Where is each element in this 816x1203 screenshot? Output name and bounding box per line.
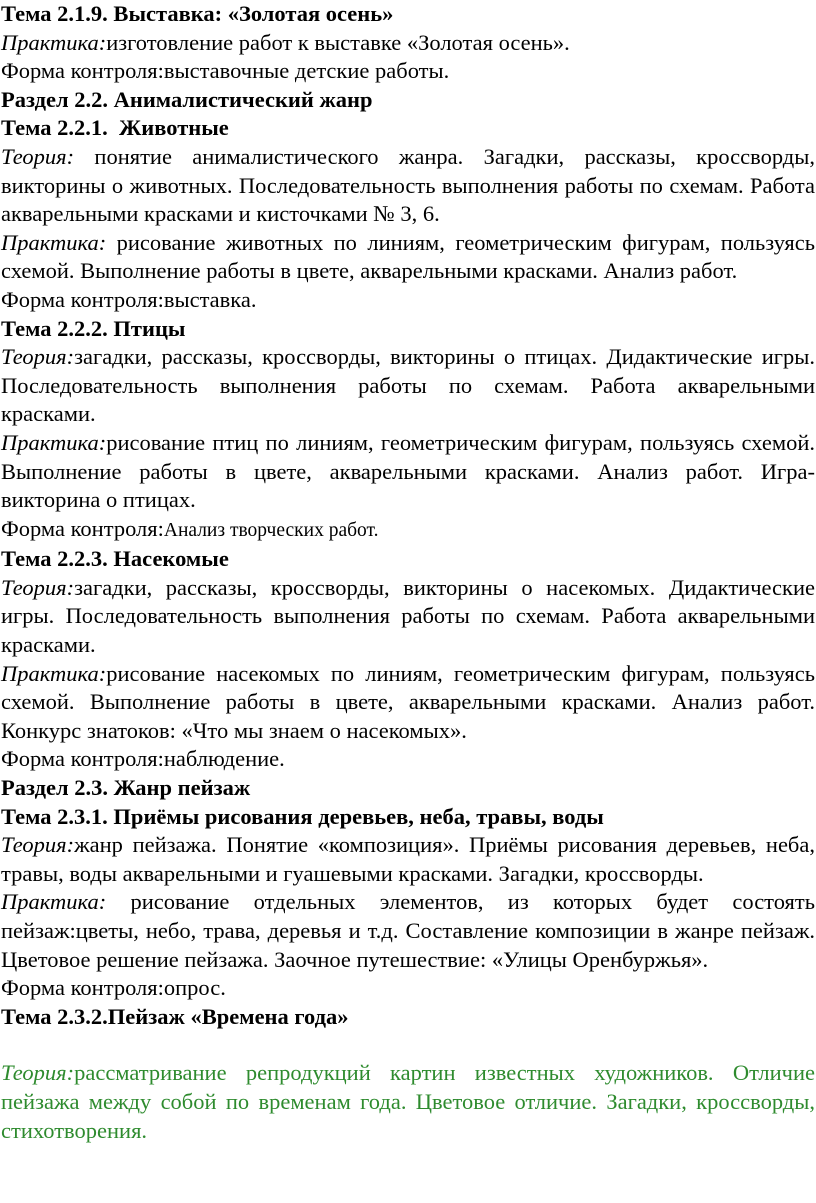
- theory-label: Теория:: [1, 1060, 75, 1086]
- practice-label: Практика:: [1, 29, 107, 55]
- control-form-label: Форма контроля:: [1, 515, 164, 541]
- paragraph-practice: [1, 229, 815, 286]
- heading-topic-2-1-9: Тема 2.1.9. Выставка: «Золотая осень»: [1, 1, 394, 26]
- paragraph-theory: [1, 831, 815, 888]
- practice-label: Практика:: [1, 660, 107, 686]
- control-form: Форма контроля:наблюдение.: [1, 746, 285, 772]
- control-form: Форма контроля:выставка.: [1, 286, 257, 312]
- paragraph-theory-green: [1, 1059, 815, 1145]
- heading-section-2-3: Раздел 2.3. Жанр пейзаж: [1, 775, 251, 801]
- heading-topic-2-3-2: Тема 2.3.2.Пейзаж «Времена года»: [1, 1003, 349, 1029]
- theory-label: Теория:: [1, 143, 75, 169]
- spacer: [1, 1031, 815, 1059]
- practice-text: рисование насекомых по линиям, геометрическим фигурам, пользуясь схемой. Выполнение работы в цвете, акварельными красками. Анализ работ. Конкурс знатоков: «Что мы знаем о насекомых».: [1, 660, 815, 743]
- heading-topic-2-2-1: Тема 2.2.1. Животные: [1, 115, 229, 141]
- practice-text: изготовление работ к выставке «Золотая осень».: [106, 29, 570, 55]
- heading-topic-2-2-2: Тема 2.2.2. Птицы: [1, 315, 186, 341]
- practice-label: Практика:: [1, 229, 107, 255]
- theory-text: жанр пейзажа. Понятие «композиция». Приёмы рисования деревьев, неба, травы, воды акварельными и гуашевыми красками. Загадки, кроссворды.: [1, 832, 815, 886]
- control-form: Форма контроля:опрос.: [1, 975, 226, 1001]
- theory-text: рассматривание репродукций картин известных художников. Отличие пейзажа между собой по временам года. Цветовое отличие. Загадки, кроссворды, стихотворения.: [1, 1060, 815, 1143]
- theory-text: понятие анималистического жанра. Загадки, рассказы, кроссворды, викторины о животных. Последовательность выполнения работы по схемам. Работа акварельными красками и кисточками № 3, 6.: [1, 143, 815, 227]
- control-form: Форма контроля:выставочные детские работы.: [1, 58, 450, 84]
- heading-topic-2-2-3: Тема 2.2.3. Насекомые: [1, 546, 229, 572]
- theory-label: Теория:: [1, 832, 75, 858]
- theory-text: загадки, рассказы, кроссворды, викторины о птицах. Дидактические игры. Последовательность выполнения работы по схемам. Работа акварельными красками.: [1, 344, 815, 427]
- control-form-value: Анализ творческих работ.: [163, 519, 379, 541]
- heading-topic-2-3-1: Тема 2.3.1. Приёмы рисования деревьев, неба, травы, воды: [1, 803, 604, 829]
- theory-text: загадки, рассказы, кроссворды, викторины о насекомых. Дидактические игры. Последовательность выполнения работы по схемам. Работа акварельными красками.: [1, 574, 815, 658]
- practice-label: Практика:: [1, 429, 107, 455]
- paragraph-theory: [1, 343, 815, 429]
- theory-label: Теория:: [1, 344, 75, 370]
- paragraph-practice: [1, 429, 815, 515]
- paragraph-practice: [1, 29, 815, 58]
- control-form: [1, 515, 815, 546]
- practice-text: рисование животных по линиям, геометрическим фигурам, пользуясь схемой. Выполнение работы в цвете, акварельными красками. Анализ работ.: [1, 229, 815, 284]
- practice-text: рисование отдельных элементов, из которых будет состоять пейзаж:цветы, небо, трава, деревья и т.д. Составление композиции в жанре пейзаж. Цветовое решение пейзажа. Заочное путешествие: «Улицы Оренбуржья».: [1, 889, 815, 972]
- practice-label: Практика:: [1, 889, 107, 915]
- paragraph-practice: [1, 888, 815, 974]
- paragraph-theory: [1, 143, 815, 229]
- paragraph-theory: [1, 574, 815, 660]
- practice-text: рисование птиц по линиям, геометрическим фигурам, пользуясь схемой. Выполнение работы в цвете, акварельными красками. Анализ работ. Игра-викторина о птицах.: [1, 429, 815, 513]
- heading-section-2-2: Раздел 2.2. Анималистический жанр: [1, 86, 373, 112]
- theory-label: Теория:: [1, 574, 75, 600]
- paragraph-practice: [1, 660, 815, 746]
